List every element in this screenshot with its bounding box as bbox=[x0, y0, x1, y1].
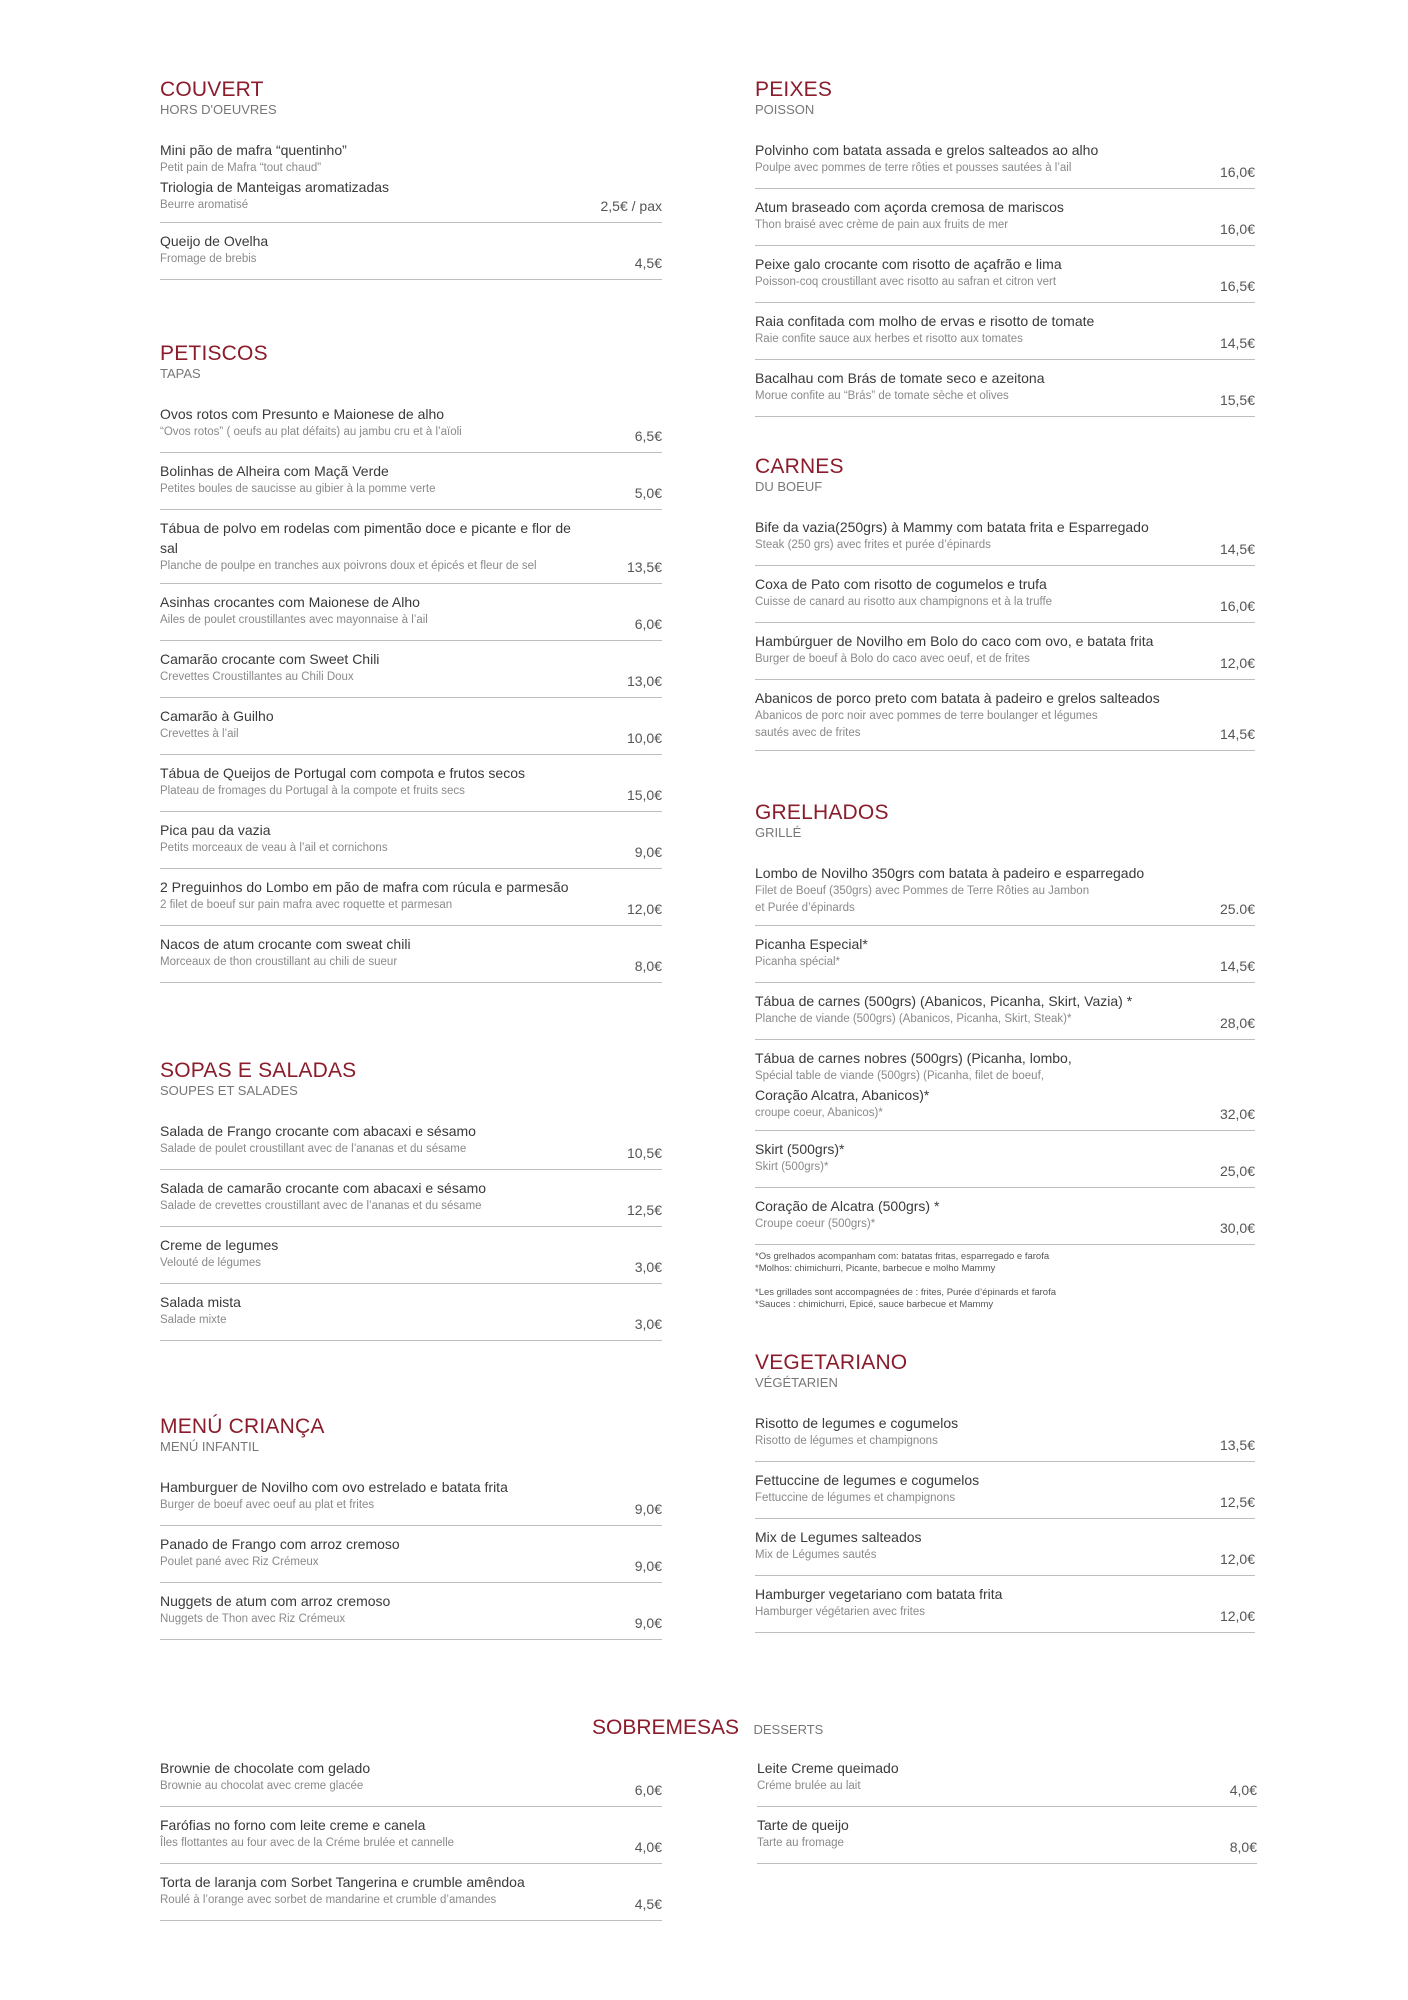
item-description: Petites boules de saucisse au gibier à la pomme verte bbox=[160, 483, 436, 495]
item-description: Poulpe avec pommes de terre rôties et pousses sautées à l’ail bbox=[755, 162, 1072, 174]
item-price: 25.0€ bbox=[1219, 901, 1255, 917]
menu-item bbox=[160, 1170, 662, 1227]
menu-item bbox=[755, 189, 1255, 246]
item-price: 14,5€ bbox=[1219, 541, 1255, 557]
menu-item bbox=[755, 1576, 1255, 1633]
item-name: Panado de Frango com arroz cremoso bbox=[160, 1536, 400, 1552]
item-name: Coxa de Pato com risotto de cogumelos e trufa bbox=[755, 576, 1047, 592]
menu-item bbox=[755, 926, 1255, 983]
grill-notes bbox=[755, 1251, 1255, 1311]
menu-item bbox=[160, 1750, 662, 1807]
item-name: Mix de Legumes salteados bbox=[755, 1529, 922, 1545]
item-name-line2: Triologia de Manteigas aromatizadas bbox=[160, 179, 390, 195]
item-description: Hamburger végétarien avec frites bbox=[755, 1606, 926, 1618]
item-price: 13,5€ bbox=[1219, 1437, 1255, 1453]
menu-item bbox=[755, 1462, 1255, 1519]
item-name: Ovos rotos com Presunto e Maionese de alho bbox=[160, 406, 445, 422]
menu-item bbox=[755, 1405, 1255, 1462]
item-price: 16,5€ bbox=[1219, 278, 1255, 294]
item-price: 3,0€ bbox=[634, 1259, 662, 1275]
item-description: Salade de crevettes croustillant avec de l’ananas et du sésame bbox=[160, 1200, 482, 1212]
item-description: Morceaux de thon croustillant au chili de sueur bbox=[160, 956, 398, 968]
item-price: 9,0€ bbox=[634, 1615, 662, 1631]
item-name: Camarão à Guilho bbox=[160, 708, 274, 724]
menu-item bbox=[160, 1227, 662, 1284]
item-description: Roulé à l’orange avec sorbet de mandarine et crumble d’amandes bbox=[160, 1894, 497, 1906]
item-description: Nuggets de Thon avec Riz Crémeux bbox=[160, 1613, 346, 1625]
item-price: 12,5€ bbox=[1219, 1494, 1255, 1510]
item-name: Tábua de Queijos de Portugal com compota e frutos secos bbox=[160, 765, 525, 781]
menu-item bbox=[160, 223, 662, 280]
section-subtitle: POISSON bbox=[755, 102, 815, 117]
menu-item bbox=[160, 1284, 662, 1341]
menu-item bbox=[160, 641, 662, 698]
item-description: Risotto de légumes et champignons bbox=[755, 1435, 938, 1447]
menu-item bbox=[755, 360, 1255, 417]
menu-item bbox=[755, 509, 1255, 566]
item-description: Filet de Boeuf (350grs) avec Pommes de Terre Rôties au Jambon bbox=[755, 885, 1090, 897]
item-price: 13,0€ bbox=[626, 673, 662, 689]
item-description: 2 filet de boeuf sur pain mafra avec roquette et parmesan bbox=[160, 899, 453, 911]
item-price: 12,0€ bbox=[626, 901, 662, 917]
menu-item bbox=[755, 855, 1255, 926]
item-name: Risotto de legumes e cogumelos bbox=[755, 1415, 959, 1431]
desserts-header bbox=[592, 1716, 823, 1740]
menu-item bbox=[160, 1807, 662, 1864]
item-name: Asinhas crocantes com Maionese de Alho bbox=[160, 594, 420, 610]
section-title: GRELHADOS bbox=[755, 801, 889, 824]
menu-section bbox=[755, 455, 1255, 751]
item-price: 12,0€ bbox=[1219, 655, 1255, 671]
menu-item bbox=[757, 1807, 1257, 1864]
item-name: Raia confitada com molho de ervas e risotto de tomate bbox=[755, 313, 1095, 329]
menu-item bbox=[755, 1131, 1255, 1188]
section-title: VEGETARIANO bbox=[755, 1351, 908, 1374]
item-price: 30,0€ bbox=[1219, 1220, 1255, 1236]
menu-section bbox=[755, 78, 1255, 417]
item-name: Abanicos de porco preto com batata à padeiro e grelos salteados bbox=[755, 690, 1160, 706]
item-price: 6,0€ bbox=[634, 616, 662, 632]
menu-section bbox=[160, 1415, 662, 1640]
desserts-title: SOBREMESAS bbox=[592, 1716, 740, 1739]
item-price: 15,0€ bbox=[626, 787, 662, 803]
menu-item bbox=[160, 1469, 662, 1526]
item-price: 3,0€ bbox=[634, 1316, 662, 1332]
section-title: MENÚ CRIANÇA bbox=[160, 1415, 325, 1438]
item-name: Atum braseado com açorda cremosa de mariscos bbox=[755, 199, 1064, 215]
item-name: Polvinho com batata assada e grelos salteados ao alho bbox=[755, 142, 1099, 158]
item-price: 4,5€ bbox=[634, 255, 662, 271]
item-description: Croupe coeur (500grs)* bbox=[755, 1218, 876, 1230]
item-description: Thon braisé avec crème de pain aux fruits de mer bbox=[755, 219, 1009, 231]
menu-item bbox=[757, 1750, 1257, 1807]
item-description: Poulet pané avec Riz Crémeux bbox=[160, 1556, 319, 1568]
item-description: Ailes de poulet croustillantes avec mayonnaise à l’ail bbox=[160, 614, 428, 626]
item-name: Torta de laranja com Sorbet Tangerina e crumble amêndoa bbox=[160, 1874, 525, 1890]
section-subtitle: TAPAS bbox=[160, 366, 201, 381]
item-name: Lombo de Novilho 350grs com batata à padeiro e esparregado bbox=[755, 865, 1145, 881]
item-description: Burger de boeuf à Bolo do caco avec oeuf, et de frites bbox=[755, 653, 1030, 665]
item-name: Bolinhas de Alheira com Maçã Verde bbox=[160, 463, 389, 479]
item-description: Îles flottantes au four avec de la Créme brulée et cannelle bbox=[160, 1837, 455, 1849]
item-description: Mix de Légumes sautés bbox=[755, 1549, 877, 1561]
item-price: 14,5€ bbox=[1219, 958, 1255, 974]
item-description: Crevettes à l’ail bbox=[160, 728, 239, 740]
item-price: 16,0€ bbox=[1219, 164, 1255, 180]
item-name-line2: Coração Alcatra, Abanicos)* bbox=[755, 1087, 930, 1103]
item-description: Raie confite sauce aux herbes et risotto aux tomates bbox=[755, 333, 1023, 345]
menu-item bbox=[755, 246, 1255, 303]
item-description-line2: Beurre aromatisé bbox=[160, 199, 249, 211]
menu-item bbox=[160, 1113, 662, 1170]
menu-item bbox=[160, 1526, 662, 1583]
menu-section bbox=[755, 801, 1255, 1311]
item-name: Tarte de queijo bbox=[757, 1817, 849, 1833]
menu-item bbox=[160, 755, 662, 812]
menu-item bbox=[755, 303, 1255, 360]
item-price: 25,0€ bbox=[1219, 1163, 1255, 1179]
item-name: Leite Creme queimado bbox=[757, 1760, 899, 1776]
section-subtitle: SOUPES ET SALADES bbox=[160, 1083, 298, 1098]
item-description-line2: et Purée d’épinards bbox=[755, 902, 855, 914]
item-description: Planche de viande (500grs) (Abanicos, Picanha, Skirt, Steak)* bbox=[755, 1013, 1072, 1025]
item-description: Tarte au fromage bbox=[757, 1837, 844, 1849]
desserts-left-list bbox=[160, 1750, 662, 1921]
section-subtitle: DU BOEUF bbox=[755, 479, 823, 494]
item-price: 10,0€ bbox=[626, 730, 662, 746]
menu-item bbox=[160, 812, 662, 869]
menu-item bbox=[160, 132, 662, 223]
menu-section bbox=[755, 1351, 1255, 1633]
item-price: 6,0€ bbox=[634, 1782, 662, 1798]
item-price: 9,0€ bbox=[634, 1558, 662, 1574]
menu-item bbox=[755, 680, 1255, 751]
item-description: Skirt (500grs)* bbox=[755, 1161, 829, 1173]
menu-item bbox=[755, 566, 1255, 623]
item-price: 13,5€ bbox=[626, 559, 662, 575]
item-price: 6,5€ bbox=[634, 428, 662, 444]
item-name: Hamburger vegetariano com batata frita bbox=[755, 1586, 1003, 1602]
item-description: Planche de poulpe en tranches aux poivrons doux et épicés et fleur de sel bbox=[160, 560, 537, 572]
section-title: COUVERT bbox=[160, 78, 264, 101]
section-title: CARNES bbox=[755, 455, 844, 478]
desserts-subtitle: DESSERTS bbox=[753, 1722, 824, 1737]
item-name: Bife da vazia(250grs) à Mammy com batata frita e Esparregado bbox=[755, 519, 1149, 535]
item-description: Steak (250 grs) avec frites et purée d’épinards bbox=[755, 539, 991, 551]
item-price: 14,5€ bbox=[1219, 335, 1255, 351]
menu-item bbox=[160, 584, 662, 641]
item-price: 28,0€ bbox=[1219, 1015, 1255, 1031]
item-name: Tábua de carnes nobres (500grs) (Picanha, lombo, bbox=[755, 1050, 1072, 1066]
item-name: Mini pão de mafra “quentinho” bbox=[160, 142, 347, 158]
item-price: 4,0€ bbox=[634, 1839, 662, 1855]
section-subtitle: GRILLÉ bbox=[755, 825, 802, 840]
item-price: 12,0€ bbox=[1219, 1608, 1255, 1624]
item-description: Poisson-coq croustillant avec risotto au safran et citron vert bbox=[755, 276, 1057, 288]
item-price: 8,0€ bbox=[634, 958, 662, 974]
item-price: 16,0€ bbox=[1219, 598, 1255, 614]
item-price: 10,5€ bbox=[626, 1145, 662, 1161]
item-name: 2 Preguinhos do Lombo em pão de mafra com rúcula e parmesão bbox=[160, 879, 569, 895]
item-price: 14,5€ bbox=[1219, 726, 1255, 742]
note-line: *Sauces : chimichurri, Epicé, sauce barbecue et Mammy bbox=[755, 1299, 994, 1310]
item-name: Bacalhau com Brás de tomate seco e azeitona bbox=[755, 370, 1045, 386]
item-price: 4,0€ bbox=[1229, 1782, 1257, 1798]
item-name: Hambúrguer de Novilho em Bolo do caco com ovo, e batata frita bbox=[755, 633, 1154, 649]
item-price: 9,0€ bbox=[634, 1501, 662, 1517]
menu-item bbox=[755, 983, 1255, 1040]
menu-item bbox=[160, 1864, 662, 1921]
menu-item bbox=[755, 623, 1255, 680]
item-description: Salade de poulet croustillant avec de l’ananas et du sésame bbox=[160, 1143, 467, 1155]
item-name: Coração de Alcatra (500grs) * bbox=[755, 1198, 940, 1214]
item-price: 2,5€ / pax bbox=[600, 198, 662, 214]
item-description: Picanha spécial* bbox=[755, 956, 841, 968]
item-name: Nacos de atum crocante com sweat chili bbox=[160, 936, 411, 952]
item-price: 9,0€ bbox=[634, 844, 662, 860]
item-description: Fromage de brebis bbox=[160, 253, 257, 265]
item-description: Fettuccine de légumes et champignons bbox=[755, 1492, 956, 1504]
desserts-right-list bbox=[757, 1750, 1257, 1864]
item-name: Tábua de carnes (500grs) (Abanicos, Picanha, Skirt, Vazia) * bbox=[755, 993, 1133, 1009]
item-name: Salada mista bbox=[160, 1294, 241, 1310]
note-line: *Les grillades sont accompagnées de : frites, Purée d’épinards et farofa bbox=[755, 1287, 1057, 1298]
section-title: PEIXES bbox=[755, 78, 833, 101]
item-price: 12,5€ bbox=[626, 1202, 662, 1218]
menu-section bbox=[160, 1059, 662, 1341]
section-subtitle: VÉGÉTARIEN bbox=[755, 1375, 838, 1390]
note-line: *Os grelhados acompanham com: batatas fritas, esparregado e farofa bbox=[755, 1251, 1050, 1262]
menu-item bbox=[160, 926, 662, 983]
menu-item bbox=[755, 1519, 1255, 1576]
menu-item bbox=[160, 1583, 662, 1640]
item-name: Salada de Frango crocante com abacaxi e sésamo bbox=[160, 1123, 476, 1139]
menu-item bbox=[755, 1188, 1255, 1245]
item-description-line2: croupe coeur, Abanicos)* bbox=[755, 1107, 883, 1119]
item-description: Cuisse de canard au risotto aux champignons et à la truffe bbox=[755, 596, 1053, 608]
item-name: Tábua de polvo em rodelas com pimentão doce e picante e flor de sal bbox=[160, 520, 571, 556]
item-price: 5,0€ bbox=[634, 485, 662, 501]
item-description: Crevettes Croustillantes au Chili Doux bbox=[160, 671, 354, 683]
item-price: 8,0€ bbox=[1229, 1839, 1257, 1855]
menu-section bbox=[160, 342, 662, 983]
item-name: Nuggets de atum com arroz cremoso bbox=[160, 1593, 391, 1609]
item-name: Queijo de Ovelha bbox=[160, 233, 269, 249]
item-name: Creme de legumes bbox=[160, 1237, 279, 1253]
item-description: Burger de boeuf avec oeuf au plat et frites bbox=[160, 1499, 375, 1511]
item-description: Morue confite au “Brás” de tomate sèche et olives bbox=[755, 390, 1009, 402]
item-price: 4,5€ bbox=[634, 1896, 662, 1912]
item-description: Créme brulée au lait bbox=[757, 1780, 861, 1792]
item-name: Peixe galo crocante com risotto de açafrão e lima bbox=[755, 256, 1062, 272]
menu-item bbox=[755, 1040, 1255, 1131]
item-name: Fettuccine de legumes e cogumelos bbox=[755, 1472, 980, 1488]
item-name: Salada de camarão crocante com abacaxi e sésamo bbox=[160, 1180, 487, 1196]
item-name: Farófias no forno com leite creme e canela bbox=[160, 1817, 426, 1833]
right-column bbox=[755, 78, 1255, 1683]
item-price: 15,5€ bbox=[1219, 392, 1255, 408]
menu-item bbox=[160, 396, 662, 453]
item-name: Camarão crocante com Sweet Chili bbox=[160, 651, 380, 667]
item-price: 32,0€ bbox=[1219, 1106, 1255, 1122]
menu-section bbox=[160, 78, 662, 280]
menu-item bbox=[160, 453, 662, 510]
item-description: Brownie au chocolat avec creme glacée bbox=[160, 1780, 364, 1792]
menu-item bbox=[160, 698, 662, 755]
item-name: Brownie de chocolate com gelado bbox=[160, 1760, 371, 1776]
note-line: *Molhos: chimichurri, Picante, barbecue e molho Mammy bbox=[755, 1263, 996, 1274]
section-subtitle: HORS D'OEUVRES bbox=[160, 102, 277, 117]
item-description-line2: sautés avec de frites bbox=[755, 727, 861, 739]
left-column bbox=[160, 78, 662, 1690]
menu-item bbox=[160, 869, 662, 926]
item-description: Petits morceaux de veau à l’ail et cornichons bbox=[160, 842, 388, 854]
item-description: Salade mixte bbox=[160, 1314, 227, 1326]
menu-item bbox=[160, 510, 662, 584]
item-name: Hamburguer de Novilho com ovo estrelado e batata frita bbox=[160, 1479, 508, 1495]
section-title: PETISCOS bbox=[160, 342, 268, 365]
item-description: “Ovos rotos” ( oeufs au plat défaits) au jambu cru et à l’aïoli bbox=[160, 426, 462, 438]
menu-item bbox=[755, 132, 1255, 189]
item-name: Picanha Especial* bbox=[755, 936, 868, 952]
item-description: Abanicos de porc noir avec pommes de terre boulanger et légumes bbox=[755, 710, 1098, 722]
section-subtitle: MENÚ INFANTIL bbox=[160, 1439, 259, 1454]
item-description: Petit pain de Mafra “tout chaud” bbox=[160, 162, 322, 174]
item-name: Skirt (500grs)* bbox=[755, 1141, 845, 1157]
item-description: Spécial table de viande (500grs) (Picanha, filet de boeuf, bbox=[755, 1070, 1044, 1082]
item-name: Pica pau da vazia bbox=[160, 822, 271, 838]
item-description: Plateau de fromages du Portugal à la compote et fruits secs bbox=[160, 785, 465, 797]
item-price: 16,0€ bbox=[1219, 221, 1255, 237]
item-description: Velouté de légumes bbox=[160, 1257, 262, 1269]
section-title: SOPAS E SALADAS bbox=[160, 1059, 357, 1082]
item-price: 12,0€ bbox=[1219, 1551, 1255, 1567]
